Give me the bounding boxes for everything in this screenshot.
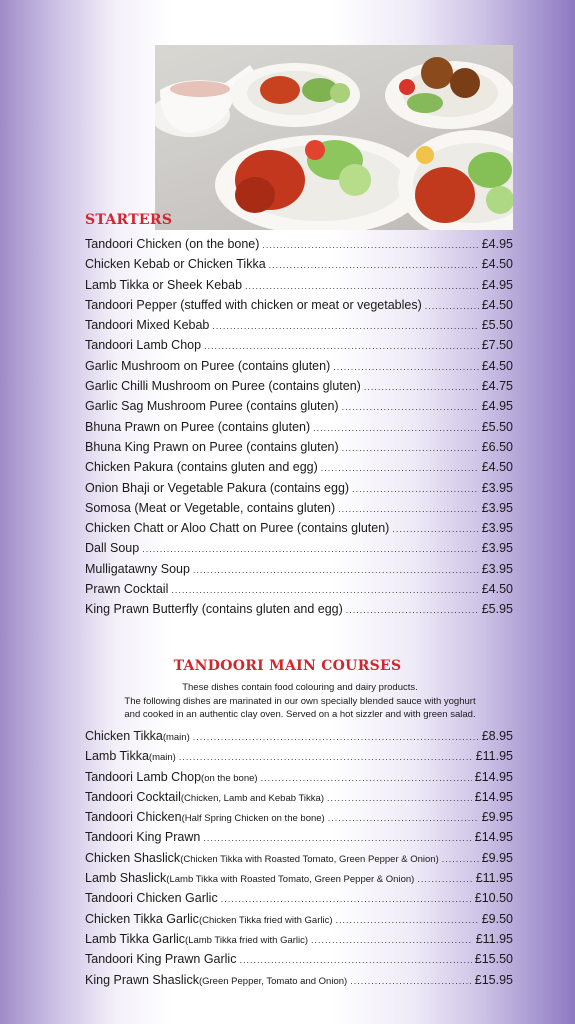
menu-item [85, 790, 513, 810]
dot-leader [171, 585, 478, 595]
menu-item-price: £4.50 [481, 257, 513, 272]
menu-item-price: £4.75 [481, 379, 513, 394]
menu-item-name: King Prawn Butterfly (contains gluten and egg) [85, 602, 343, 617]
menu-item-name: King Prawn Shaslick [85, 972, 199, 987]
menu-item-name: Tandoori Lamb Chop [85, 338, 202, 353]
menu-item-note: (Chicken Tikka with Roasted Tomato, Green Pepper & Onion) [180, 853, 439, 865]
menu-item-name: Onion Bhaji or Vegetable Pakura (contains egg) [85, 480, 350, 495]
dot-leader [204, 341, 479, 351]
menu-item-price: £4.95 [481, 237, 513, 251]
menu-item-price: £9.95 [481, 850, 513, 865]
menu-item-name: Garlic Sag Mushroom Puree (contains gluten) [85, 399, 339, 414]
menu-item-name: Bhuna Prawn on Puree (contains gluten) [85, 419, 311, 434]
food-photo [155, 45, 513, 230]
menu-item-name: Tandoori Lamb Chop [85, 769, 202, 784]
menu-item [85, 891, 513, 911]
menu-item-price: £11.95 [475, 749, 513, 764]
tandoori-intro [85, 681, 515, 722]
menu-item-price: £4.95 [481, 399, 513, 414]
menu-item [85, 729, 513, 749]
menu-item [85, 481, 513, 501]
dot-leader [338, 504, 479, 514]
menu-item [85, 749, 513, 769]
dot-leader [239, 955, 471, 965]
dot-leader [193, 565, 479, 575]
menu-item-price: £5.50 [481, 419, 513, 434]
menu-item-name: Tandoori King Prawn [85, 830, 201, 845]
menu-item-name: Tandoori King Prawn Garlic [85, 952, 237, 967]
dot-leader [417, 874, 472, 884]
menu-item-price: £10.50 [474, 891, 513, 906]
menu-item-price: £11.95 [475, 871, 513, 886]
menu-item [85, 440, 513, 460]
menu-item [85, 318, 513, 338]
menu-item-price: £4.50 [481, 358, 513, 373]
menu-item-name: Bhuna King Prawn on Puree (contains gluten) [85, 439, 339, 454]
dot-leader [327, 793, 472, 803]
menu-item [85, 359, 513, 379]
tandoori-list [85, 729, 513, 993]
dot-leader [346, 605, 479, 615]
dot-leader [203, 833, 471, 843]
menu-item-name: Chicken Shaslick [85, 850, 181, 865]
menu-item [85, 871, 513, 891]
menu-item-name: Chicken Tikka Garlic [85, 911, 199, 926]
menu-item [85, 399, 513, 419]
dot-leader [342, 402, 479, 412]
menu-item [85, 830, 513, 850]
menu-item-note: (Half Spring Chicken on the bone) [181, 813, 325, 825]
menu-item-name: Somosa (Meat or Vegetable, contains gluten) [85, 500, 336, 515]
menu-item-price: £4.50 [481, 460, 513, 475]
menu-item-note: (on the bone) [201, 772, 258, 784]
menu-item-name: Garlic Chilli Mushroom on Puree (contains gluten) [85, 379, 361, 394]
dot-leader [392, 524, 478, 534]
dot-leader [221, 894, 472, 904]
menu-item-price: £3.95 [481, 561, 513, 576]
menu-item [85, 257, 513, 277]
dot-leader [269, 260, 479, 270]
intro-line: These dishes contain food colouring and dairy products. [182, 682, 418, 693]
menu-item-name: Tandoori Cocktail [85, 789, 181, 804]
dot-leader [352, 484, 479, 494]
menu-item [85, 278, 513, 298]
menu-item [85, 851, 513, 871]
menu-item-price: £8.95 [481, 729, 513, 743]
menu-item-note: (Lamb Tikka fried with Garlic) [185, 934, 309, 946]
dot-leader [262, 240, 478, 250]
dot-leader [350, 976, 472, 986]
menu-item [85, 298, 513, 318]
dot-leader [179, 752, 473, 762]
menu-item-price: £5.50 [481, 318, 513, 333]
intro-line: and cooked in an authentic clay oven. Served on a hot sizzler and with green salad. [124, 709, 476, 720]
dot-leader [212, 321, 478, 331]
starters-heading: STARTERS [85, 212, 173, 228]
dot-leader [336, 915, 479, 925]
tandoori-heading: TANDOORI MAIN COURSES [173, 658, 402, 674]
menu-item [85, 237, 513, 257]
menu-item-price: £11.95 [475, 931, 513, 946]
dot-leader [425, 301, 479, 311]
menu-item-name: Prawn Cocktail [85, 582, 169, 597]
menu-item-note: (main) [162, 732, 190, 743]
dot-leader [193, 732, 479, 742]
menu-item-name: Lamb Tikka Garlic [85, 931, 186, 946]
menu-item-price: £3.95 [481, 521, 513, 536]
menu-item-name: Tandoori Pepper (stuffed with chicken or meat or vegetables) [85, 297, 422, 312]
menu-item [85, 562, 513, 582]
menu-item [85, 379, 513, 399]
menu-item-name: Lamb Shaslick [85, 871, 167, 886]
menu-item-name: Tandoori Mixed Kebab [85, 318, 210, 333]
menu-item-price: £9.50 [481, 911, 513, 926]
menu-item [85, 582, 513, 602]
menu-item-name: Mulligatawny Soup [85, 561, 190, 576]
menu-item-note: (Chicken Tikka fried with Garlic) [198, 914, 333, 926]
menu-item-name: Tandoori Chicken (on the bone) [85, 237, 260, 251]
dot-leader [333, 362, 478, 372]
menu-item [85, 770, 513, 790]
menu-item [85, 420, 513, 440]
menu-item [85, 521, 513, 541]
menu-item-name: Chicken Chatt or Aloo Chatt on Puree (contains gluten) [85, 521, 390, 536]
menu-item-price: £15.95 [474, 972, 513, 987]
menu-item-price: £3.95 [481, 480, 513, 495]
menu-item-price: £9.95 [481, 810, 513, 825]
menu-item [85, 541, 513, 561]
menu-item-name: Tandoori Chicken [85, 810, 182, 825]
dot-leader [328, 813, 479, 823]
intro-line: The following dishes are marinated in our own specially blended sauce with yoghurt [124, 695, 476, 707]
menu-item [85, 460, 513, 480]
dot-leader [342, 443, 479, 453]
menu-item-name: Garlic Mushroom on Puree (contains gluten) [85, 358, 331, 373]
dot-leader [321, 463, 479, 473]
menu-item-price: £3.95 [481, 541, 513, 556]
menu-item-price: £5.95 [481, 602, 513, 617]
menu-item [85, 973, 513, 993]
menu-item-note: (Chicken, Lamb and Kebab Tikka) [180, 792, 324, 804]
menu-item-price: £4.50 [481, 297, 513, 312]
dot-leader [364, 382, 479, 392]
menu-item-name: Chicken Tikka [85, 729, 163, 743]
menu-item [85, 932, 513, 952]
menu-item-note: (Green Pepper, Tomato and Onion) [198, 975, 348, 987]
menu-item [85, 810, 513, 830]
menu-item-price: £14.95 [474, 830, 513, 845]
menu-item [85, 602, 513, 622]
menu-item-price: £4.95 [481, 277, 513, 292]
menu-item-price: £14.95 [474, 769, 513, 784]
menu-item [85, 912, 513, 932]
dot-leader [313, 423, 479, 433]
menu-item-name: Chicken Pakura (contains gluten and egg) [85, 460, 318, 475]
menu-item-name: Tandoori Chicken Garlic [85, 891, 218, 906]
dot-leader [142, 544, 479, 554]
menu-item-name: Chicken Kebab or Chicken Tikka [85, 257, 266, 272]
dot-leader [311, 935, 473, 945]
menu-item-name: Lamb Tikka [85, 749, 149, 764]
menu-item-price: £14.95 [474, 789, 513, 804]
menu-item [85, 501, 513, 521]
dot-leader [442, 854, 479, 864]
menu-item [85, 952, 513, 972]
menu-item-price: £15.50 [474, 952, 513, 967]
menu-item [85, 338, 513, 358]
menu-item-note: (Lamb Tikka with Roasted Tomato, Green Pepper & Onion) [166, 874, 415, 886]
menu-item-price: £6.50 [481, 439, 513, 454]
dot-leader [261, 773, 472, 783]
dot-leader [245, 281, 479, 291]
menu-item-price: £7.50 [481, 338, 513, 353]
menu-item-price: £4.50 [481, 582, 513, 597]
menu-item-note: (main) [148, 752, 176, 764]
menu-item-name: Lamb Tikka or Sheek Kebab [85, 277, 243, 292]
menu-item-name: Dall Soup [85, 541, 140, 556]
starters-list [85, 237, 513, 623]
menu-item-price: £3.95 [481, 500, 513, 515]
